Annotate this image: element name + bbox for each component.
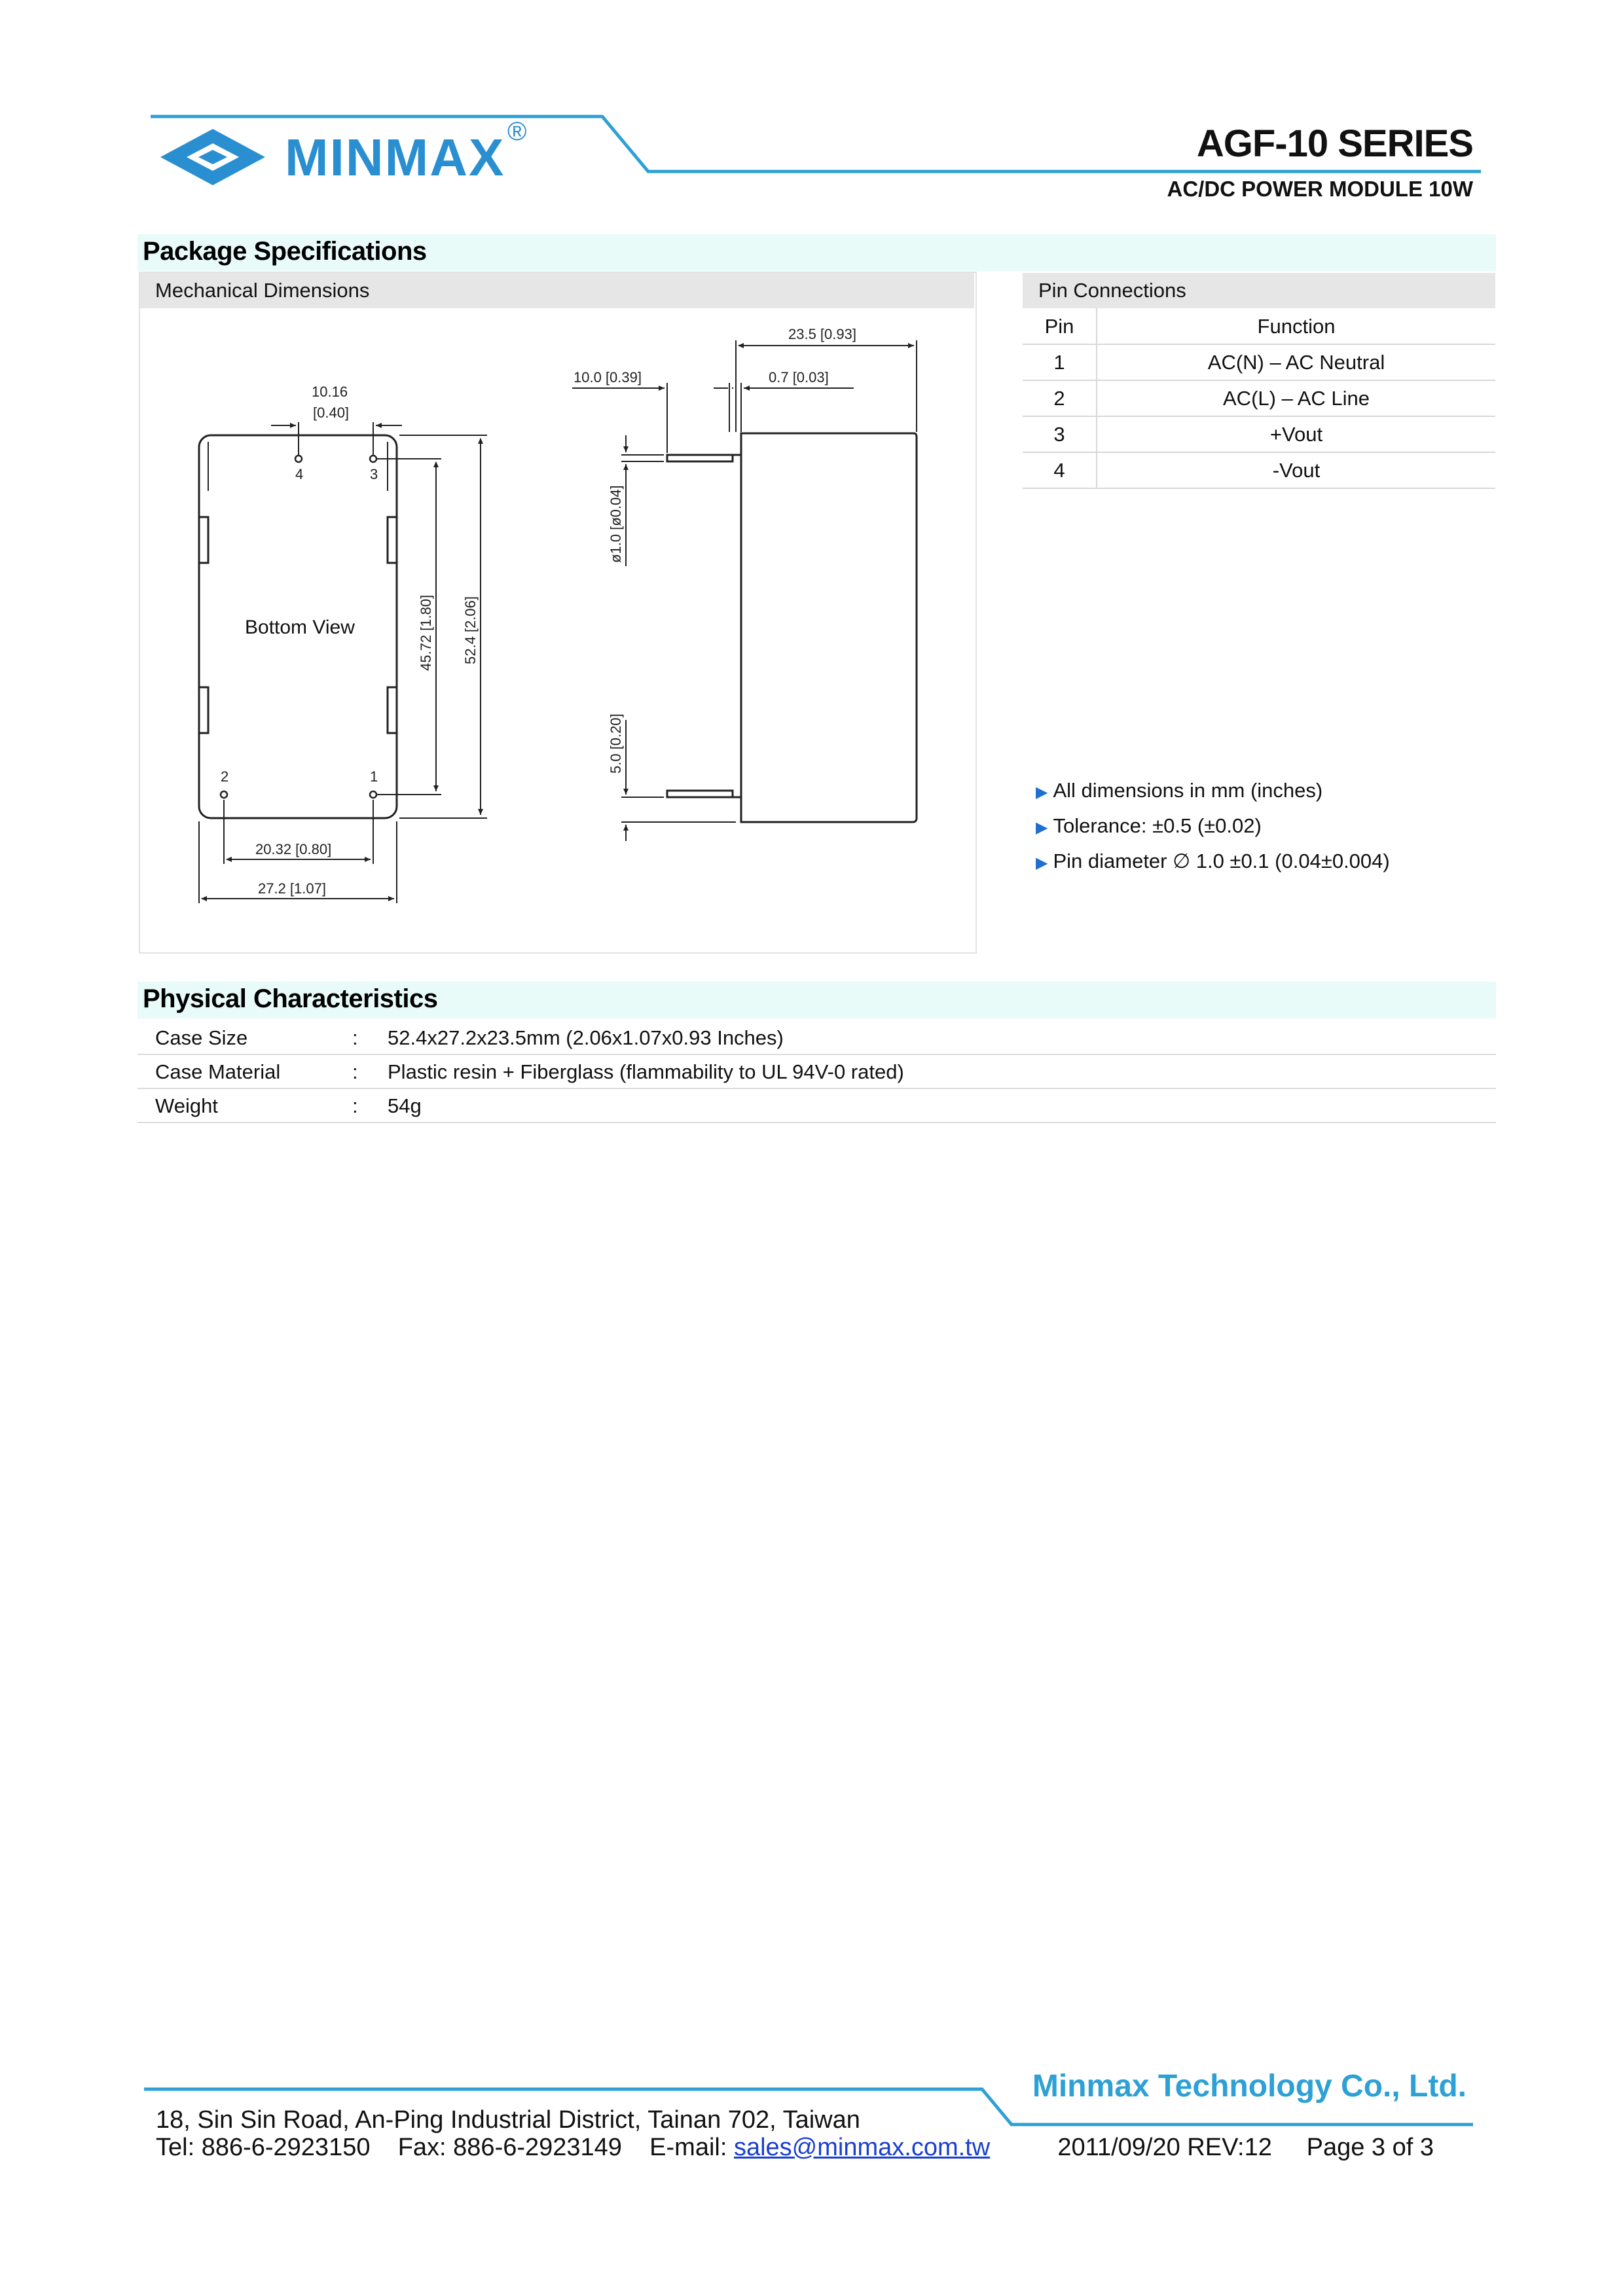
physical-section-title: Physical Characteristics	[143, 984, 438, 1013]
pin-label-3: 3	[370, 466, 378, 482]
note-item	[1036, 850, 1390, 873]
brand-name: MINMAX	[285, 128, 505, 187]
pin-function: -Vout	[1272, 459, 1321, 482]
table-row	[1023, 416, 1495, 453]
pin-label-4: 4	[295, 466, 304, 482]
pin-number: 4	[1053, 459, 1065, 482]
mechanical-drawing	[140, 308, 972, 949]
dim-pin-offset: 5.0 [0.20]	[608, 713, 624, 774]
table-row	[1023, 380, 1495, 417]
series-subtitle: AC/DC POWER MODULE 10W	[1167, 177, 1473, 201]
footer-address: 18, Sin Sin Road, An-Ping Industrial District, Tainan 702, Taiwan	[156, 2106, 860, 2134]
dim-pin-length: 10.0 [0.39]	[574, 369, 642, 386]
package-section-title: Package Specifications	[143, 237, 427, 266]
pin-table-header	[1023, 308, 1495, 345]
spec-value: 52.4x27.2x23.5mm (2.06x1.07x0.93 Inches)	[388, 1026, 784, 1049]
triangle-bullet-icon: ▶	[1036, 783, 1048, 801]
dim-width: 27.2 [1.07]	[258, 880, 326, 897]
diamond-logo-icon	[154, 121, 272, 193]
pin-label-1: 1	[370, 768, 378, 785]
pin-number: 3	[1053, 423, 1065, 446]
footer-company: Minmax Technology Co., Ltd.	[1032, 2069, 1467, 2104]
pin-function: AC(N) – AC Neutral	[1207, 351, 1385, 374]
footer-tel-fax: Tel: 886-6-2923150 Fax: 886-6-2923149 E-mail:	[156, 2134, 734, 2161]
spec-colon: :	[352, 1060, 358, 1083]
note-text: Pin diameter ∅ 1.0 ±0.1 (0.04±0.004)	[1053, 850, 1390, 872]
table-row	[1023, 452, 1495, 489]
table-row	[137, 1021, 1496, 1055]
function-header: Function	[1257, 315, 1336, 338]
triangle-bullet-icon: ▶	[1036, 819, 1048, 836]
footer-contact	[156, 2134, 990, 2162]
mechanical-title: Mechanical Dimensions	[155, 279, 370, 302]
dim-pin-row-span: 20.32 [0.80]	[255, 841, 332, 857]
dim-pin-span-vertical: 45.72 [1.80]	[418, 594, 434, 671]
note-item	[1036, 814, 1262, 838]
pin-connections-title: Pin Connections	[1038, 279, 1186, 302]
footer-date-page: 2011/09/20 REV:12 Page 3 of 3	[1057, 2134, 1434, 2161]
pin-number: 2	[1053, 387, 1065, 410]
spec-key: Weight	[155, 1094, 218, 1117]
pin-function: AC(L) – AC Line	[1223, 387, 1370, 410]
footer-email-link[interactable]: sales@minmax.com.tw	[733, 2134, 991, 2161]
note-text: All dimensions in mm (inches)	[1053, 779, 1323, 802]
table-row	[137, 1089, 1496, 1123]
table-row	[137, 1055, 1496, 1089]
note-item	[1036, 779, 1322, 802]
spec-value: Plastic resin + Fiberglass (flammability to UL 94V-0 rated)	[388, 1060, 904, 1083]
spec-key: Case Material	[155, 1060, 281, 1083]
dim-pitch-top-in: [0.40]	[313, 404, 350, 421]
dim-length: 52.4 [2.06]	[462, 596, 479, 664]
registered-mark: ®	[507, 117, 527, 146]
dim-standoff: 0.7 [0.03]	[769, 369, 829, 386]
table-row	[1023, 344, 1495, 381]
pin-label-2: 2	[221, 768, 229, 785]
note-text: Tolerance: ±0.5 (±0.02)	[1053, 814, 1262, 837]
minmax-logo	[154, 117, 547, 193]
spec-key: Case Size	[155, 1026, 248, 1049]
spec-colon: :	[352, 1094, 358, 1117]
pin-number: 1	[1053, 351, 1065, 374]
spec-value: 54g	[388, 1094, 422, 1117]
pin-function: +Vout	[1269, 423, 1323, 446]
bottom-view-label: Bottom View	[245, 617, 355, 638]
triangle-bullet-icon: ▶	[1036, 854, 1048, 872]
series-title: AGF-10 SERIES	[1196, 122, 1473, 165]
side-view-outline	[667, 433, 917, 822]
spec-colon: :	[352, 1026, 358, 1049]
pin-header: Pin	[1044, 315, 1074, 338]
dim-depth: 23.5 [0.93]	[788, 326, 856, 342]
dim-pitch-top: 10.16	[312, 384, 348, 400]
dim-pin-diameter: ø1.0 [ø0.04]	[608, 485, 624, 563]
